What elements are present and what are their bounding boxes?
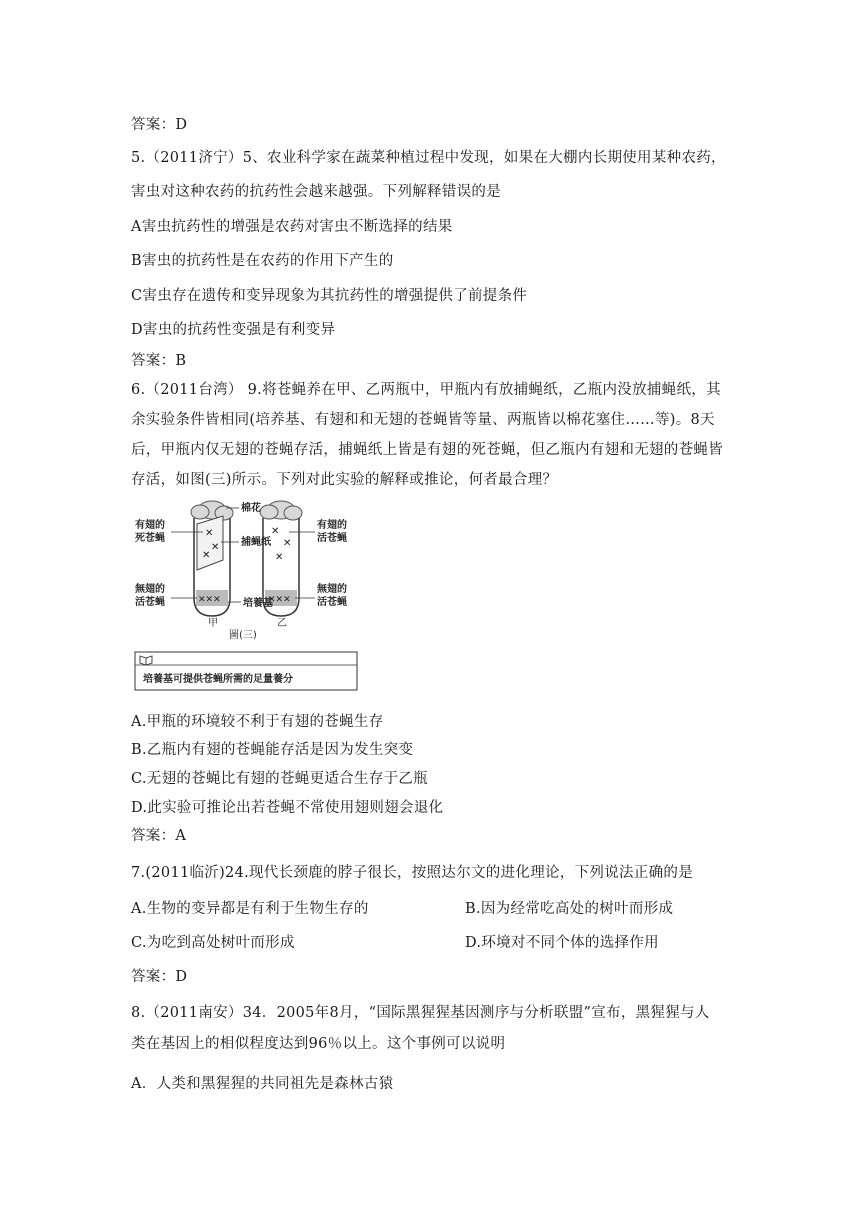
svg-text:✕: ✕	[283, 538, 292, 549]
note-text: 培養基可提供苍蝇所需的足量養分	[143, 674, 293, 685]
q6-stem-line1: 6.（2011台湾） 9.将苍蝇养在甲、乙两瓶中，甲瓶内有放捕蝇纸，乙瓶内没放捕蝇纸，其	[131, 382, 721, 398]
experiment-figure	[131, 498, 361, 698]
q4-answer: 答案：D	[131, 117, 188, 133]
svg-text:✕: ✕	[202, 550, 211, 561]
svg-text:✕✕✕: ✕✕✕	[268, 595, 291, 605]
q7-option-d: D.环境对不同个体的选择作用	[465, 935, 659, 951]
q5-option-b: B害虫的抗药性是在农药的作用下产生的	[131, 253, 394, 269]
label-medium: 培養基	[243, 598, 273, 609]
label-bottle-yi: 乙	[277, 618, 287, 629]
q5-option-a: A害虫抗药性的增强是农药对害虫不断选择的结果	[131, 219, 453, 235]
q7-option-b: B.因为经常吃高处的树叶而形成	[465, 901, 674, 917]
label-wingless-left-2: 活苍蝇	[135, 597, 165, 608]
q6-stem-line4: 存活，如图(三)所示。下列对此实验的解释或推论，何者最合理？	[131, 472, 558, 488]
figure-caption: 圖(三)	[229, 630, 257, 641]
q5-answer: 答案：B	[131, 353, 187, 369]
q7-option-a: A.生物的变异都是有利于生物生存的	[131, 901, 369, 917]
label-bottle-jia: 甲	[208, 618, 218, 629]
q5-option-c: C害虫存在遗传和变异现象为其抗药性的增强提供了前提条件	[131, 288, 528, 304]
q5-stem-line2: 害虫对这种农药的抗药性会越来越强。下列解释错误的是	[131, 184, 501, 200]
q6-stem-line2: 余实验条件皆相同(培养基、有翅和和无翅的苍蝇皆等量、两瓶皆以棉花塞住……等)。8天	[131, 412, 715, 428]
svg-text:✕: ✕	[205, 528, 214, 539]
cotton-plug-right	[260, 501, 302, 520]
label-winged-dead-2: 死苍蝇	[135, 533, 165, 544]
leader-lines	[171, 508, 315, 602]
label-winged-live-2: 活苍蝇	[317, 533, 347, 544]
q6-option-b: B.乙瓶内有翅的苍蝇能存活是因为发生突变	[131, 742, 414, 758]
q6-option-a: A.甲瓶的环境较不利于有翅的苍蝇生存	[131, 714, 384, 730]
q6-answer: 答案：A	[131, 828, 187, 844]
label-wingless-right-2: 活苍蝇	[317, 597, 347, 608]
label-cotton: 棉花	[241, 503, 261, 514]
q7-answer: 答案：D	[131, 969, 188, 985]
q5-stem-line1: 5.（2011济宁）5、农业科学家在蔬菜种植过程中发现，如果在大棚内长期使用某种农药，	[131, 150, 726, 166]
q6-option-d: D.此实验可推论出若苍蝇不常使用翅则翅会退化	[131, 800, 444, 816]
svg-text:✕: ✕	[275, 552, 284, 563]
svg-text:✕✕✕: ✕✕✕	[198, 595, 221, 605]
label-wingless-right-1: 無翅的	[317, 584, 347, 595]
label-flypaper: 捕蝇纸	[241, 537, 271, 548]
q8-stem-line2: 类在基因上的相似程度达到96％以上。这个事例可以说明	[131, 1036, 506, 1052]
cotton-plug-left	[191, 501, 233, 520]
q8-option-a: A．人类和黑猩猩的共同祖先是森林古猿	[131, 1076, 394, 1092]
svg-text:✕: ✕	[211, 542, 220, 553]
label-winged-dead-1: 有翅的	[135, 520, 165, 531]
q6-stem-line3: 后，甲瓶内仅无翅的苍蝇存活，捕蝇纸上皆是有翅的死苍蝇，但乙瓶内有翅和无翅的苍蝇皆	[131, 442, 723, 458]
note-box	[135, 652, 357, 690]
label-wingless-left-1: 無翅的	[135, 584, 165, 595]
q7-option-c: C.为吃到高处树叶而形成	[131, 935, 295, 951]
q7-stem: 7.(2011临沂)24.现代长颈鹿的脖子很长，按照达尔文的进化理论，下列说法正确的是	[131, 865, 694, 881]
q5-option-d: D害虫的抗药性变强是有利变异	[131, 322, 336, 338]
label-winged-live-1: 有翅的	[317, 520, 347, 531]
svg-text:✕: ✕	[271, 526, 280, 537]
q8-stem-line1: 8.（2011南安）34．2005年8月，“国际黑猩猩基因测序与分析联盟”宣布，黑猩猩与人	[131, 1005, 710, 1021]
q6-option-c: C.无翅的苍蝇比有翅的苍蝇更适合生存于乙瓶	[131, 771, 428, 787]
